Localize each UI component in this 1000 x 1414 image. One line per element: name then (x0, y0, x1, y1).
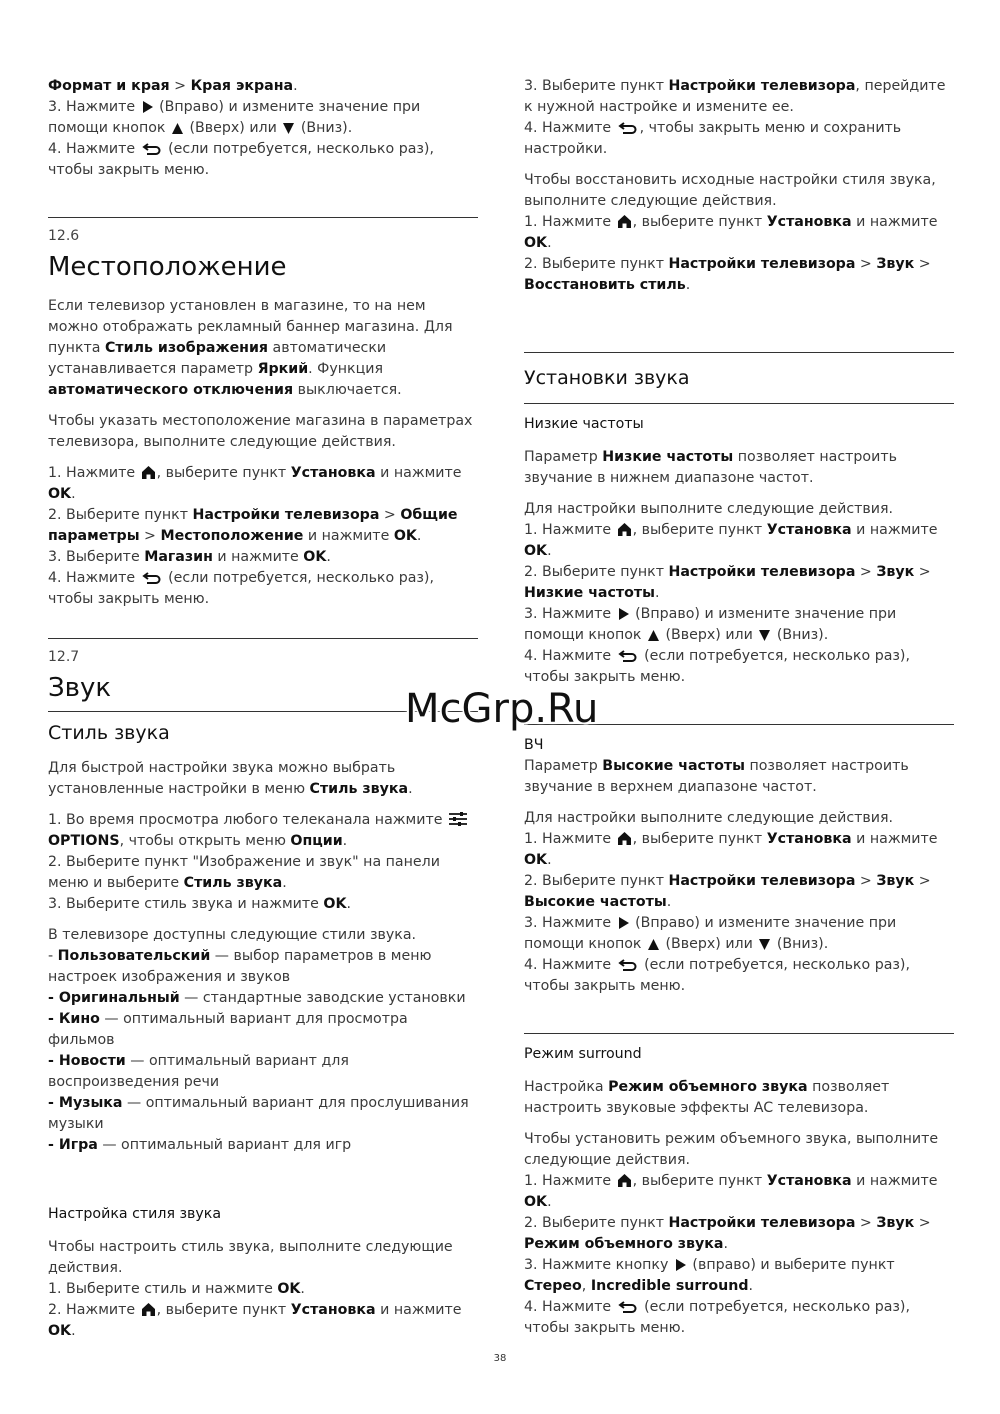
watermark: McGrp.Ru (405, 686, 599, 732)
location-paragraph: Если телевизор установлен в магазине, то на нем можно отображать рекламный баннер магазина. Для пункта Стиль изображения автоматически устанавливается параметр Яркий. Функция автоматического отключения выключается. (48, 298, 453, 398)
home-icon (618, 523, 631, 536)
section-title-location: Местоположение (48, 252, 287, 282)
sound-styles-list: В телевизоре доступны следующие стили звука. - Пользовательский — выбор параметров в меню настроек изображения и звуков - Оригинальный — стандартные заводские установки - Кино — оптимальный вариант для просмотра фильмов - Новости — оптимальный вариант для воспроизведения речи - Музыка — оптимальный вариант для прослушивания музыки - Игра — оптимальный вариант для игр (48, 927, 469, 1153)
list-item: - Оригинальный — стандартные заводские установки (48, 990, 466, 1006)
sound-style-continued: 3. Выберите пункт Настройки телевизора, перейдите к нужной настройке и измените ее. 4. Нажмите , чтобы закрыть меню и сохранить настройки. (524, 78, 946, 157)
list-item: - Музыка — оптимальный вариант для прослушивания музыки (48, 1095, 469, 1132)
subsection-divider (524, 403, 954, 404)
right-triangle-icon (618, 608, 629, 620)
section-number: 12.7 (48, 649, 80, 665)
bass-title: Низкие частоты (524, 416, 644, 432)
surround-paragraph: Настройка Режим объемного звука позволяет настроить звуковые эффекты AC телевизора. (524, 1079, 890, 1116)
intro-paragraph: Формат и края > Края экрана. 3. Нажмите (Вправо) и измените значение при помощи кнопок (Вверх) или (Вниз). 4. Нажмите (если потребуется, несколько раз), чтобы закрыть меню. (48, 78, 434, 178)
home-icon (142, 1303, 155, 1316)
list-item: - Новости — оптимальный вариант для воспроизведения речи (48, 1053, 349, 1090)
location-instructions: Чтобы указать местоположение магазина в параметрах телевизора, выполните следующие действия. (48, 413, 473, 450)
surround-title: Режим surround (524, 1046, 642, 1062)
treble-paragraph: Параметр Высокие частоты позволяет настроить звучание в верхнем диапазоне частот. (524, 758, 909, 795)
options-sliders-icon (449, 812, 467, 826)
up-triangle-icon (648, 630, 659, 641)
down-triangle-icon (759, 630, 770, 641)
up-triangle-icon (648, 939, 659, 950)
back-arrow-icon (142, 572, 162, 584)
treble-title: ВЧ (524, 737, 544, 753)
subsection-title-sound-style: Стиль звука (48, 722, 170, 744)
page-number: 38 (493, 1353, 507, 1364)
list-item: - Кино — оптимальный вариант для просмотра фильмов (48, 1011, 408, 1048)
list-item: - Игра — оптимальный вариант для игр (48, 1137, 352, 1153)
subsection-title-sound-style-setup: Настройка стиля звука (48, 1206, 222, 1222)
right-triangle-icon (675, 1259, 686, 1271)
subsection-divider (524, 1033, 954, 1034)
home-icon (618, 215, 631, 228)
section-title-sound: Звук (48, 673, 112, 703)
subsection-divider (524, 352, 954, 353)
sound-style-steps: 1. Во время просмотра любого телеканала нажмите OPTIONS, чтобы открыть меню Опции. 2. Выберите пункт "Изображение и звук" на панели меню и выберите Стиль звука. 3. Выберите стиль звука и нажмите OK. (48, 810, 478, 915)
back-arrow-icon (618, 959, 638, 971)
list-item: - Пользовательский — выбор параметров в меню настроек изображения и звуков (48, 948, 432, 985)
bass-steps: Для настройки выполните следующие действия. 1. Нажмите , выберите пункт Установка и нажмите OK. 2. Выберите пункт Настройки телевизора > Звук > Низкие частоты. 3. Нажмите (Вправо) и измените значение при помощи кнопок (Вверх) или (Вниз). 4. Нажмите (если потребуется, несколько раз), чтобы закрыть меню. (524, 501, 938, 685)
down-triangle-icon (283, 123, 294, 134)
back-arrow-icon (618, 122, 638, 134)
right-triangle-icon (142, 101, 153, 113)
treble-steps: Для настройки выполните следующие действия. 1. Нажмите , выберите пункт Установка и нажмите OK. 2. Выберите пункт Настройки телевизора > Звук > Высокие частоты. 3. Нажмите (Вправо) и измените значение при помощи кнопок (Вверх) или (Вниз). 4. Нажмите (если потребуется, несколько раз), чтобы закрыть меню. (524, 810, 938, 994)
sound-style-setup-steps: Чтобы настроить стиль звука, выполните следующие действия. 1. Выберите стиль и нажмите OK. 2. Нажмите , выберите пункт Установка и нажмите OK. (48, 1239, 462, 1339)
down-triangle-icon (759, 939, 770, 950)
surround-steps: Чтобы установить режим объемного звука, выполните следующие действия. 1. Нажмите , выберите пункт Установка и нажмите OK. 2. Выберите пункт Настройки телевизора > Звук > Режим объемного звука. 3. Нажмите кнопку (вправо) и выберите пункт Стерео, Incredible surround. 4. Нажмите (если потребуется, несколько раз), чтобы закрыть меню. (524, 1131, 939, 1336)
back-arrow-icon (618, 1301, 638, 1313)
section-divider (48, 217, 478, 218)
back-arrow-icon (618, 650, 638, 662)
home-icon (142, 466, 155, 479)
home-icon (618, 832, 631, 845)
right-triangle-icon (618, 917, 629, 929)
back-arrow-icon (142, 143, 162, 155)
subsection-title-sound-settings: Установки звука (524, 367, 690, 389)
up-triangle-icon (172, 123, 183, 134)
sound-style-paragraph: Для быстрой настройки звука можно выбрать установленные настройки в меню Стиль звука. (48, 760, 413, 797)
home-icon (618, 1174, 631, 1187)
section-number: 12.6 (48, 228, 80, 244)
bass-paragraph: Параметр Низкие частоты позволяет настроить звучание в нижнем диапазоне частот. (524, 449, 897, 486)
restore-style-steps: Чтобы восстановить исходные настройки стиля звука, выполните следующие действия. 1. Нажмите , выберите пункт Установка и нажмите OK. 2. Выберите пункт Настройки телевизора > Звук > Восстановить стиль. (524, 172, 938, 293)
location-steps: 1. Нажмите , выберите пункт Установка и нажмите OK. 2. Выберите пункт Настройки телевизора > Общие параметры > Местоположение и нажмите OK. 3. Выберите Магазин и нажмите OK. 4. Нажмите (если потребуется, несколько раз), чтобы закрыть меню. (48, 465, 462, 607)
section-divider (48, 638, 478, 639)
